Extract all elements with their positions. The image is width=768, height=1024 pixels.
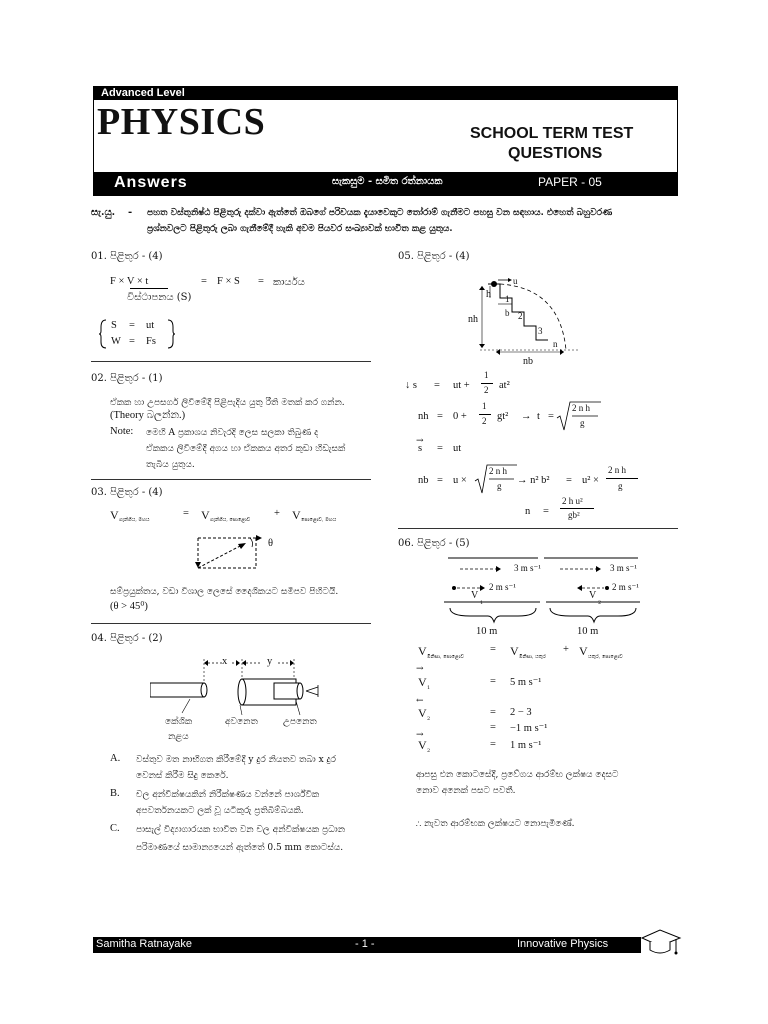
- q03-eq: =: [183, 508, 189, 519]
- q06-v3-right: 3 m s⁻¹: [610, 563, 637, 573]
- frac-bar: [606, 478, 638, 479]
- q05-r2-gt2: gt²: [497, 411, 509, 422]
- q06-e5-sub: 2: [427, 748, 431, 754]
- divider: [91, 479, 371, 480]
- q01-brace-left: [98, 319, 108, 349]
- q05-r4-u: u ×: [453, 475, 467, 486]
- q06-e3-eq: =: [490, 707, 496, 718]
- q03-v2: V: [292, 508, 301, 522]
- q05-r4-nb: nb: [418, 475, 429, 486]
- q05-r2-0: 0 +: [453, 411, 467, 422]
- author-label: සැකසුම - සමිත රත්නායක: [332, 176, 443, 187]
- q06-text3: ∴ නැවත ආරම්භක ලක්ෂයට නොපැමිණේ.: [416, 819, 575, 829]
- q05-r5-den: gb²: [568, 510, 580, 520]
- q03-line2: (θ > 45⁰): [110, 601, 148, 612]
- q05-step2: 2: [518, 311, 523, 321]
- q05-r1-eq: =: [434, 380, 440, 391]
- q06-v3-left: 3 m s⁻¹: [514, 563, 541, 573]
- q05-r4-fnum: 2 n h: [608, 465, 626, 475]
- divider: [398, 528, 678, 529]
- q06-e1-v: V: [418, 644, 427, 658]
- q04-heading: 04. පිළිතුර - (2): [91, 633, 163, 644]
- q06-e5-eq: =: [490, 739, 496, 750]
- q06-e3-val: 2 − 3: [510, 707, 532, 718]
- q05-r3-s: s: [418, 443, 423, 454]
- q06-text1: ආපසු එන කොටසේදී, ප්‍රවේගය ආරම්භ ලක්ෂය දෙසට: [416, 770, 619, 780]
- q05-u: u: [513, 276, 518, 286]
- q01-work-label: කාර්යය: [273, 277, 305, 288]
- q06-V1-sub: 1: [480, 600, 484, 606]
- q06-e1-v2: V: [579, 644, 588, 658]
- q01-w: W: [111, 336, 121, 347]
- q05-h: h: [486, 289, 491, 300]
- q03-v1-sub: ගැන්ගිය, පොළොව: [210, 517, 251, 523]
- vector-arrow-icon: →: [416, 436, 424, 446]
- subject-title: PHYSICS: [97, 101, 266, 143]
- frac-bar: [479, 414, 491, 415]
- q06-e1-v-sub: මිනිසා, පොළොව: [427, 654, 464, 660]
- q04-eyepiece-label: උපනෙත: [283, 717, 317, 727]
- q01-eq-sign1: =: [201, 276, 207, 287]
- divider: [91, 623, 371, 624]
- q06-e2-sub: 1: [427, 685, 431, 691]
- q01-eq-fvt: F × V × t: [110, 276, 149, 287]
- q06-e5-val: 1 m s⁻¹: [510, 740, 542, 751]
- note-line2: ප්‍රශ්නවලට පිළිතුරු ලබා ගැනීමේදී හැකි අවම පියවර සංඛ්‍යාවක් භාවිත කළ යුතුය.: [147, 224, 453, 234]
- q05-heading: 05. පිළිතුර - (4): [398, 251, 470, 262]
- test-title-line2: QUESTIONS: [508, 145, 603, 162]
- q03-line1: සම්ප්‍රයුක්තය, වඩා විශාල ලෙසේ දෛශිකයට සමීපව පිහිටයි.: [110, 587, 339, 597]
- q05-r1-ut: ut +: [453, 380, 470, 391]
- answers-label: Answers: [114, 174, 188, 191]
- note-line1: පහත වස්තුනිෂ්ඨ පිළිතුරු දක්වා ඇත්තේ ඔබගේ පරිචයක දැයාවෙකුට තෝරාම් ගැනීමට පහසු වන සඳහාය. එහෙත් බහුවරණ: [147, 208, 613, 218]
- q06-e2-v: V: [418, 675, 427, 689]
- q01-eq-sign2: =: [258, 276, 264, 287]
- frac-bar: [560, 508, 594, 509]
- q05-nb: nb: [523, 356, 533, 367]
- q05-r1-s: ↓ s: [405, 380, 417, 391]
- test-title-line1: SCHOOL TERM TEST: [470, 125, 634, 142]
- q04-microscope-diagram: [150, 655, 325, 717]
- q05-r2-t: t: [537, 411, 540, 422]
- q06-dist1: 10 m: [476, 626, 498, 637]
- q02-heading: 02. පිළිතුර - (1): [91, 373, 163, 384]
- q01-underline: [130, 288, 168, 289]
- q05-r2-rden: g: [580, 418, 585, 428]
- divider: [91, 361, 371, 362]
- q01-heading: 01. පිළිතුර - (4): [91, 251, 163, 262]
- q05-r2-eq2: =: [548, 411, 554, 422]
- q01-w-eq: =: [129, 336, 135, 347]
- q04-a1: වස්තුව මත නාභිගත කිරීමේදී y දුර නියතව තබා x දුර: [136, 755, 336, 765]
- footer-author: Samitha Ratnayake: [96, 938, 192, 950]
- q05-r2-rnum: 2 n h: [572, 403, 590, 413]
- vector-right-icon: →: [416, 730, 424, 740]
- q01-eq-fs: F × S: [217, 276, 240, 287]
- q01-brace-right: [166, 319, 176, 349]
- q05-r4-fden: g: [618, 481, 623, 491]
- q06-e2-eq: =: [490, 676, 496, 687]
- q06-e4-eq: =: [490, 722, 496, 733]
- q04-b-label: B.: [110, 788, 120, 799]
- q04-b2: අපවර්තනයකට ලක් වූ යටිකුරු ප්‍රතිබිම්බයකි.: [136, 806, 304, 816]
- q03-theta: θ: [268, 538, 274, 549]
- q06-e1-v1: V: [510, 644, 519, 658]
- level-label: Advanced Level: [101, 87, 185, 99]
- q05-step3: 3: [538, 326, 543, 336]
- q05-r2-arrow: →: [521, 411, 532, 422]
- q05-r3-eq: =: [437, 443, 443, 454]
- q01-s: S: [111, 320, 117, 331]
- frac-bar: [481, 383, 493, 384]
- q02-note1: මෙහි A ප්‍රකාශය නිවැරදි ලෙස සලකා තිබුණ ද: [146, 428, 319, 438]
- q04-a-label: A.: [110, 753, 121, 764]
- q05-r1-den: 2: [484, 385, 489, 395]
- q05-r5-n: n: [525, 506, 531, 517]
- q04-y: y: [267, 656, 273, 667]
- q04-x: x: [222, 656, 228, 667]
- graduation-cap-icon: [638, 924, 682, 960]
- note-dash: -: [128, 207, 133, 218]
- q05-step-n: n: [553, 339, 558, 349]
- q06-text2: නොව අනෙක් පසට පවතී.: [416, 786, 516, 796]
- q06-V2: V: [589, 590, 597, 601]
- q05-r5-num: 2 h u²: [562, 496, 583, 506]
- q06-e4-val: −1 m s⁻¹: [510, 723, 548, 734]
- q03-v2-sub: පොළොව, මහය: [301, 517, 337, 523]
- q06-V2-sub: 2: [598, 600, 602, 606]
- q06-e2-val: 5 m s⁻¹: [510, 677, 542, 688]
- vector-right-icon: →: [416, 664, 424, 674]
- q03-v-sub: ගැන්ගිය, මහය: [119, 517, 150, 523]
- q02-note-label: Note:: [110, 426, 134, 437]
- q06-v2-right: 2 m s⁻¹: [612, 582, 639, 592]
- q04-objective-label: අවනෙත: [225, 717, 258, 727]
- q06-e3-sub: 2: [427, 716, 431, 722]
- q05-r4-n2b2: → n² b²: [517, 475, 550, 486]
- q05-r2-eq: =: [437, 411, 443, 422]
- q05-r4-rnum: 2 n h: [489, 466, 507, 476]
- q02-line2: (Theory බලන්න.): [110, 410, 186, 421]
- q04-capillary-label: කේශික: [165, 717, 193, 727]
- q05-nh: nh: [468, 314, 478, 325]
- q03-heading: 03. පිළිතුර - (4): [91, 487, 163, 498]
- q04-b1: චල අන්වීක්ෂයකින් නිරීක්ෂණය වන්නේ පාර්ශ්වික: [136, 790, 320, 800]
- q04-c2: පරිමාණයේ සාමාන්‍යයෙන් ඇත්තේ 0.5 mm කොටස්ය.: [136, 843, 344, 853]
- q05-r3-ut: ut: [453, 443, 462, 454]
- q06-e1-v2-sub: යතුර, පොළොව: [588, 654, 623, 660]
- paper-number: PAPER - 05: [538, 175, 602, 189]
- q06-heading: 06. පිළිතුර - (5): [398, 538, 470, 549]
- q02-line1: ඒකක හා උපසර්ග ලිවීමේදී පිළිපැදිය යුතු රීති මතක් කර ගන්න.: [110, 398, 345, 408]
- q01-fs: Fs: [146, 336, 156, 347]
- footer-brand: Innovative Physics: [517, 938, 609, 950]
- q02-note2: ඒකකය ලිවීමේදී අගය හා ඒකකය අතර කුඩා හිඩැසක්: [146, 444, 346, 454]
- q03-v1: V: [201, 508, 210, 522]
- q06-e1-eq: =: [490, 644, 496, 655]
- q01-s-eq: =: [129, 320, 135, 331]
- q03-vector-diagram: [190, 532, 270, 574]
- q04-a2: වෙනස් කිරීම සිදු කෙරේ.: [136, 771, 229, 781]
- q05-r2-den: 2: [482, 416, 487, 426]
- q01-ut: ut: [146, 320, 155, 331]
- q06-e3-v: V: [418, 706, 427, 720]
- q05-r1-at2: at²: [499, 380, 510, 391]
- q05-step1: 1: [505, 294, 510, 304]
- q06-V1: V: [471, 590, 479, 601]
- q05-b: b: [505, 308, 510, 318]
- q01-displacement: විස්ථාපනය (S): [127, 292, 192, 303]
- q04-c1: පාසැල් විද්‍යාගාරයක භාවිත වන චල අන්වීක්ෂයක ප්‍රධාන: [136, 825, 346, 835]
- q05-r4-eq: =: [437, 475, 443, 486]
- q05-r4-rden: g: [497, 481, 502, 491]
- q05-r4-eq2: =: [566, 475, 572, 486]
- q04-tube-label: නළය: [168, 732, 189, 742]
- q06-v2-left: 2 m s⁻¹: [489, 582, 516, 592]
- q05-r1-num: 1: [484, 370, 489, 380]
- q02-note3: තැබිය යුතුය.: [146, 460, 195, 470]
- q05-stairs-diagram: [460, 276, 580, 366]
- q04-c-label: C.: [110, 823, 120, 834]
- vector-left-icon: ←: [416, 696, 424, 706]
- q06-e5-v: V: [418, 738, 427, 752]
- q05-r5-eq: =: [543, 506, 549, 517]
- q05-r2-num: 1: [482, 401, 487, 411]
- q03-plus: +: [274, 508, 280, 519]
- q06-e1-plus: +: [563, 644, 569, 655]
- q06-dist2: 10 m: [577, 626, 599, 637]
- q05-r2-nh: nh: [418, 411, 429, 422]
- footer-page-number: - 1 -: [355, 938, 375, 950]
- q06-e1-v1-sub: මිනිසා, යතුර: [519, 654, 546, 660]
- q03-v: V: [110, 508, 119, 522]
- note-label: සැ.යු.: [91, 207, 116, 218]
- q05-r4-u2: u² ×: [582, 475, 599, 486]
